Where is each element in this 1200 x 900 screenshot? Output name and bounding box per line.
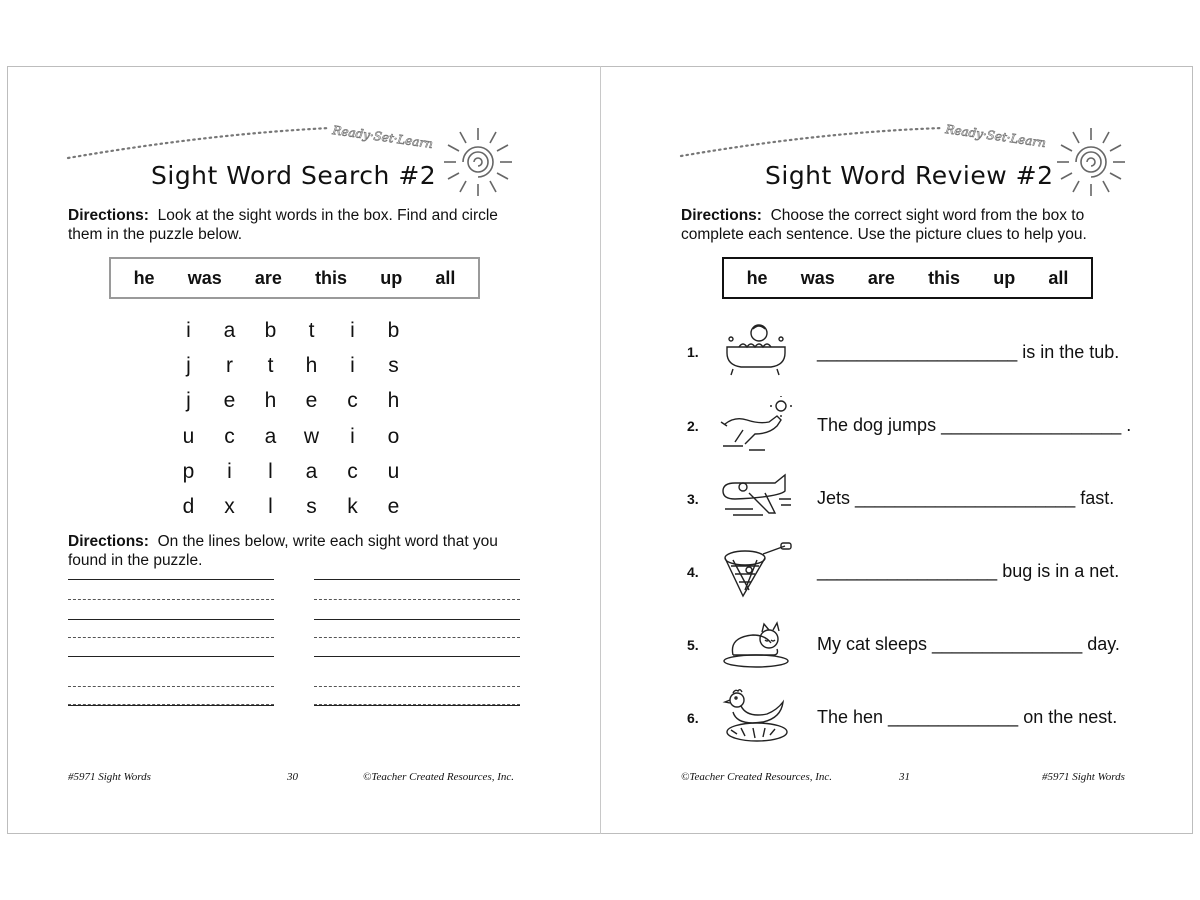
word-box-item: up (993, 267, 1016, 288)
puzzle-letter[interactable]: d (182, 494, 195, 518)
puzzle-letter[interactable]: b (387, 319, 400, 342)
sentence-text[interactable]: ____________________ is in the tub. (817, 342, 1120, 362)
puzzle-letter[interactable]: l (268, 459, 273, 483)
puzzle-letter[interactable]: h (387, 389, 400, 413)
puzzle-letter[interactable]: e (387, 494, 400, 518)
question-number: 3. (687, 491, 699, 507)
left-page (8, 66, 600, 834)
puzzle-letter[interactable]: a (264, 424, 277, 448)
puzzle-letter[interactable]: k (347, 494, 358, 518)
page-title: Sight Word Review #2 (765, 161, 1054, 190)
writing-line-set[interactable] (314, 707, 520, 775)
puzzle-letter[interactable]: e (223, 389, 236, 413)
footer-copyright: ©Teacher Created Resources, Inc. (363, 771, 515, 783)
puzzle-letter[interactable]: j (186, 354, 191, 378)
word-box-item: up (380, 267, 403, 288)
puzzle-letter[interactable]: h (264, 389, 277, 413)
question-number: 1. (687, 344, 699, 360)
puzzle-letter[interactable]: c (347, 459, 358, 483)
directions-text: Look at the sight words in the box. Find and circle them in the puzzle below. (68, 207, 498, 243)
directions-label: Directions: (681, 207, 762, 224)
puzzle-letter[interactable]: i (350, 424, 355, 448)
writing-lines-left (68, 571, 274, 775)
puzzle-letter[interactable]: s (306, 494, 317, 518)
footer-book-title: #5971 Sight Words (68, 771, 151, 783)
puzzle-letter[interactable]: a (223, 319, 236, 342)
word-box-item: he (746, 267, 768, 288)
writing-lines-right (314, 571, 520, 775)
brand-text: Ready·Set·Learn (944, 122, 1047, 151)
directions-search (68, 206, 528, 244)
child-in-bathtub-picture (719, 321, 793, 379)
word-box-item: all (1048, 267, 1069, 288)
puzzle-letter[interactable]: u (182, 424, 195, 448)
directions-label: Directions: (68, 533, 149, 550)
bug-in-net-picture (719, 542, 793, 600)
word-box-item: this (315, 267, 348, 288)
sentence-text[interactable]: My cat sleeps _______________ day. (817, 634, 1120, 654)
word-box-item: he (133, 267, 155, 288)
writing-line-set[interactable] (68, 707, 274, 775)
puzzle-letter[interactable]: e (305, 389, 318, 413)
writing-line-set[interactable] (314, 571, 520, 639)
sentence-text[interactable]: __________________ bug is in a net. (817, 561, 1120, 581)
puzzle-letter[interactable]: p (182, 459, 195, 483)
question-number: 5. (687, 637, 699, 653)
puzzle-letter[interactable]: w (303, 424, 320, 448)
word-box (109, 257, 480, 299)
directions-label: Directions: (68, 207, 149, 224)
sentence-text[interactable]: Jets ______________________ fast. (817, 488, 1115, 508)
puzzle-letter[interactable]: s (388, 354, 399, 378)
puzzle-letter[interactable]: i (186, 319, 191, 342)
puzzle-letter[interactable]: c (224, 424, 235, 448)
puzzle-letter[interactable]: t (267, 354, 274, 378)
brand-text: Ready·Set·Learn (331, 123, 434, 152)
writing-line-set[interactable] (68, 571, 274, 639)
footer-book-title: #5971 Sight Words (1042, 771, 1125, 783)
directions-write (68, 532, 528, 570)
word-box-item: are (867, 267, 895, 288)
footer-page-number: 31 (899, 771, 910, 783)
word-box-item: are (254, 267, 282, 288)
puzzle-letter[interactable]: j (186, 389, 191, 413)
right-page (601, 66, 1193, 834)
puzzle-letter[interactable]: a (305, 459, 318, 483)
puzzle-letter[interactable]: b (264, 319, 277, 342)
puzzle-letter[interactable]: r (226, 354, 233, 378)
word-box-item: was (800, 267, 835, 288)
directions-text: On the lines below, write each sight word that you found in the puzzle. (68, 533, 498, 569)
dog-jumping-picture (719, 396, 793, 454)
sentence-text[interactable]: The hen _____________ on the nest. (817, 707, 1118, 727)
puzzle-letter[interactable]: i (350, 319, 355, 342)
word-search-grid (168, 313, 414, 524)
word-box (722, 257, 1093, 299)
puzzle-letter[interactable]: i (227, 459, 232, 483)
directions-text: Choose the correct sight word from the box to complete each sentence. Use the picture clues to help you. (681, 207, 1087, 243)
question-number: 6. (687, 710, 699, 726)
sleeping-cat-picture (719, 615, 793, 673)
sun-icon (444, 128, 512, 196)
puzzle-letter[interactable]: t (308, 319, 315, 342)
puzzle-letter[interactable]: c (347, 389, 358, 413)
puzzle-letter[interactable]: l (268, 494, 273, 518)
page-title: Sight Word Search #2 (151, 161, 437, 190)
word-box-item: this (928, 267, 961, 288)
directions-review (681, 206, 1121, 244)
footer-copyright: ©Teacher Created Resources, Inc. (681, 771, 833, 783)
puzzle-letter[interactable]: u (387, 459, 400, 483)
question-number: 4. (687, 564, 699, 580)
writing-line-set[interactable] (68, 639, 274, 707)
question-number: 2. (687, 418, 699, 434)
puzzle-letter[interactable]: h (305, 354, 318, 378)
puzzle-letter[interactable]: i (350, 354, 355, 378)
sentence-text[interactable]: The dog jumps __________________ . (817, 415, 1132, 435)
writing-line-set[interactable] (314, 639, 520, 707)
hen-on-nest-picture (719, 688, 793, 746)
footer-page-number: 30 (287, 771, 298, 783)
jet-plane-picture (719, 469, 793, 527)
word-box-item: all (435, 267, 456, 288)
sun-icon (1057, 128, 1125, 196)
puzzle-letter[interactable]: x (224, 494, 235, 518)
puzzle-letter[interactable]: o (387, 424, 400, 448)
word-box-item: was (187, 267, 222, 288)
